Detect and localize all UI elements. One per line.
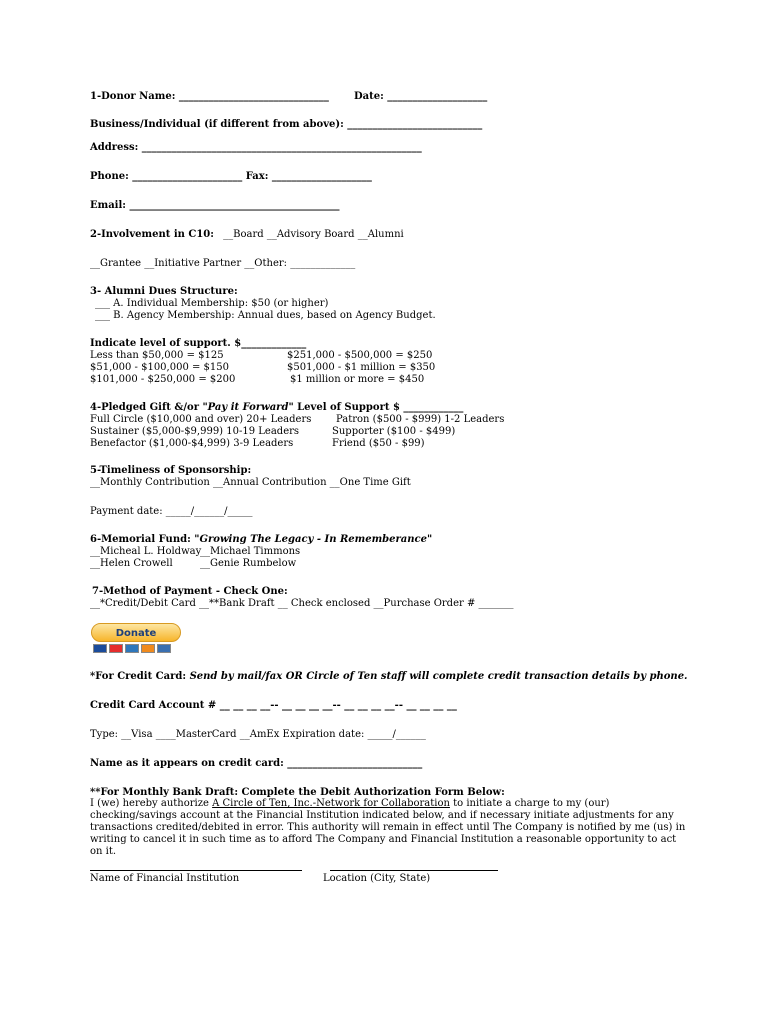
card-account-field[interactable]: Credit Card Account # __ __ __ __-- __ __ __ __-- __ __ __ __-- __ __ __ __ — [90, 700, 457, 711]
memorial-title-italic: Growing The Legacy - In Rememberance — [199, 534, 427, 545]
pledged-gift-title[interactable] — [90, 402, 463, 414]
dues-title: 3- Alumni Dues Structure: — [90, 286, 238, 297]
timeliness-options[interactable]: __Monthly Contribution __Annual Contribution __One Time Gift — [90, 477, 411, 488]
business-field[interactable]: Business/Individual (if different from above): ___________________________ — [90, 119, 483, 130]
date-field[interactable]: Date: ____________________ — [354, 91, 488, 102]
credit-card-note — [90, 671, 688, 683]
gift-level-item: Benefactor ($1,000-$4,999) 3-9 Leaders — [90, 438, 294, 449]
memorial-option[interactable]: __Michael Timmons — [200, 546, 301, 557]
institution-label: Name of Financial Institution — [90, 873, 240, 884]
authorization-paragraph — [90, 798, 690, 858]
dues-option-a[interactable]: ___ A. Individual Membership: $50 (or higher) — [95, 298, 329, 309]
location-label: Location (City, State) — [323, 873, 431, 884]
donate-button-label[interactable]: Donate — [91, 623, 181, 642]
gift-level-item: Supporter ($100 - $499) — [332, 426, 456, 437]
payment-date-field[interactable]: Payment date: _____/______/_____ — [90, 506, 253, 517]
authorization-text-2: to initiate a charge to my (our) checking/savings account at the Financial Institution indicated below, and if necessary initiate adjustments for any transactions credited/debited in error. This authority will remain in effect until The Company is notified by me (us) in writing to cancel it in such time as to afford The Company and Financial Institution a reasonable opportunity to act on it. — [90, 798, 686, 857]
cardholder-name-field[interactable]: Name as it appears on credit card: ___________________________ — [90, 758, 423, 769]
timeliness-title: 5-Timeliness of Sponsorship: — [90, 465, 252, 476]
visa-icon — [93, 644, 107, 653]
donate-button[interactable] — [91, 623, 183, 655]
dues-option-b[interactable]: ___ B. Agency Membership: Annual dues, based on Agency Budget. — [95, 310, 436, 321]
email-field[interactable]: Email: __________________________________________ — [90, 200, 340, 211]
support-level-field[interactable]: Indicate level of support. $_____________ — [90, 338, 307, 349]
card-type-text[interactable]: Type: __Visa ____MasterCard __AmEx Expiration date: _____/______ — [90, 729, 426, 740]
amex-icon — [125, 644, 139, 653]
support-level-item: $101,000 - $250,000 = $200 — [90, 374, 236, 385]
involvement-row — [90, 229, 404, 241]
bank-draft-title: **For Monthly Bank Draft: Complete the Debit Authorization Form Below: — [90, 787, 505, 798]
involvement-title: 2-Involvement in C10: — [90, 229, 214, 240]
card-type-field[interactable] — [90, 729, 426, 741]
support-level-item: $501,000 - $1 million = $350 — [287, 362, 436, 373]
pledged-gift-title-italic: Pay it Forward — [207, 402, 289, 413]
credit-card-note-text: Send by mail/fax OR Circle of Ten staff will complete credit transaction details by phone. — [189, 671, 688, 682]
payment-method-options[interactable]: __*Credit/Debit Card __**Bank Draft __ Check enclosed __Purchase Order # _______ — [90, 598, 514, 609]
memorial-option[interactable]: __Helen Crowell — [90, 558, 173, 569]
institution-signature-line[interactable] — [90, 870, 302, 871]
memorial-title-b: " — [426, 534, 433, 545]
bank-icon — [157, 644, 171, 653]
address-field[interactable]: Address: ________________________________________________________ — [90, 142, 422, 153]
memorial-title — [90, 534, 432, 546]
card-logos — [93, 644, 183, 653]
location-signature-line[interactable] — [330, 870, 498, 871]
support-level-item: $251,000 - $500,000 = $250 — [287, 350, 433, 361]
mastercard-icon — [109, 644, 123, 653]
gift-level-item: Patron ($500 - $999) 1-2 Leaders — [336, 414, 505, 425]
donor-name-field[interactable]: 1-Donor Name: ______________________________ — [90, 91, 329, 102]
credit-card-note-label: *For Credit Card: — [90, 671, 190, 682]
memorial-title-a: 6-Memorial Fund: " — [90, 534, 200, 545]
organization-name: A Circle of Ten, Inc.-Network for Collaboration — [212, 798, 450, 809]
gift-level-item: Friend ($50 - $99) — [332, 438, 425, 449]
phone-fax-field[interactable]: Phone: ______________________ Fax: ____________________ — [90, 171, 372, 182]
gift-level-item: Full Circle ($10,000 and over) 20+ Leaders — [90, 414, 312, 425]
gift-level-item: Sustainer ($5,000-$9,999) 10-19 Leaders — [90, 426, 300, 437]
involvement-options-2[interactable]: __Grantee __Initiative Partner __Other: _____________ — [90, 258, 356, 269]
memorial-option[interactable]: __Genie Rumbelow — [200, 558, 297, 569]
discover-icon — [141, 644, 155, 653]
payment-method-title: 7-Method of Payment - Check One: — [92, 586, 288, 597]
pledged-gift-title-a: 4-Pledged Gift &/or " — [90, 402, 208, 413]
support-level-item: $51,000 - $100,000 = $150 — [90, 362, 229, 373]
support-level-item: $1 million or more = $450 — [290, 374, 425, 385]
pledged-gift-title-b: " Level of Support $ ____________ — [288, 402, 464, 413]
support-level-item: Less than $50,000 = $125 — [90, 350, 224, 361]
authorization-text-1: I (we) hereby authorize — [90, 798, 213, 809]
involvement-options[interactable]: __Board __Advisory Board __Alumni — [223, 229, 404, 240]
memorial-option[interactable]: __Micheal L. Holdway — [90, 546, 202, 557]
